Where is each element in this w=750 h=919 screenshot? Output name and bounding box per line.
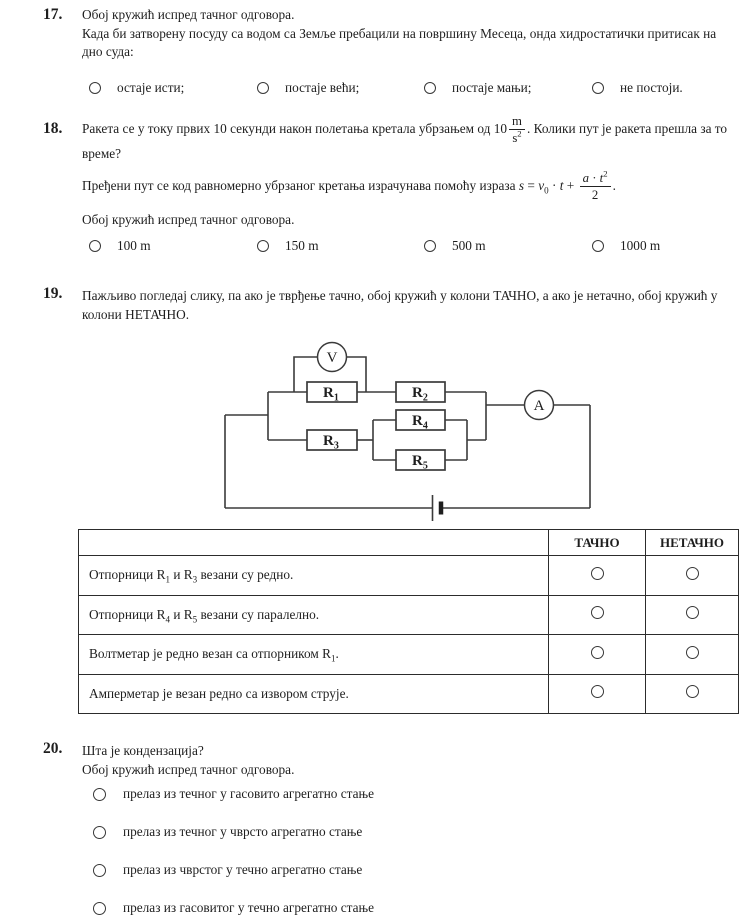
q18-option-4-label: 1000 m [620, 238, 661, 253]
battery-symbol [433, 495, 442, 521]
q17-instruction: Обој кружић испред тачног одговора. [82, 7, 295, 22]
q20-option-4-label: прелаз из гасовитог у течно агрегатно стање [123, 900, 375, 915]
q17-body: Када би затворену посуду са водом са Земље пребацили на површину Месеца, онда хидростатички притисак на дно суда: [82, 25, 717, 59]
q19-row4-netacno-radio[interactable] [686, 685, 699, 698]
q20-option-3-radio[interactable] [93, 864, 106, 877]
svg-text:R4: $R_4$ [412, 413, 428, 432]
q17-text-block [82, 6, 730, 62]
q19-number: 19. [43, 285, 63, 302]
q20-question: Шта је кондензација? [82, 743, 204, 758]
q18-option-3 [424, 238, 486, 254]
q20-option-2 [93, 824, 362, 840]
q18-option-4-radio[interactable] [592, 240, 604, 252]
q20-options [93, 786, 733, 916]
q18-option-3-radio[interactable] [424, 240, 436, 252]
q19-table [78, 529, 739, 714]
q17-option-1-label: остаје исти; [117, 80, 185, 95]
q18-intro: Ракета се у току првих 10 секунди након полетања кретала убрзањем од 10 $\frac{m}{s^2}$ . Колики пут је ракета прешла за то време? [82, 114, 728, 162]
q20-option-2-radio[interactable] [93, 826, 106, 839]
resistor-r3 [307, 430, 357, 452]
q17-options [89, 80, 750, 96]
q19-table-header-netacno: НЕТАЧНО [646, 530, 739, 556]
q20-option-4-radio[interactable] [93, 902, 106, 915]
svg-text:A: A [533, 398, 545, 414]
svg-text:R2: $R_2$ [412, 385, 428, 404]
q20-text-block [82, 742, 737, 779]
q17-option-3 [424, 80, 531, 96]
q20-number: 20. [43, 740, 63, 757]
q19-row3-netacno-radio[interactable] [686, 646, 699, 659]
q17-option-4 [592, 80, 683, 96]
q19-row2-netacno-radio[interactable] [686, 606, 699, 619]
q19-row3-tacno-radio[interactable] [591, 646, 604, 659]
q19-table-header-row [79, 530, 739, 556]
resistor-r4 [396, 410, 445, 432]
q18-option-2 [257, 238, 319, 254]
q17-number: 17. [43, 6, 63, 23]
q18-number: 18. [43, 120, 63, 137]
q20-option-1 [93, 786, 374, 802]
q18-option-2-radio[interactable] [257, 240, 269, 252]
q17-option-2-label: постаје већи; [285, 80, 360, 95]
svg-text:R1: $R_1$ [323, 385, 339, 404]
svg-text:R5: $R_5$ [412, 453, 428, 472]
q18-formula: Пређени пут се код равномерно убрзаног кретања израчунава помоћу израза $s = v_0 \cdot t$ + $\frac{a \cdot t^2}{2}$ . [82, 168, 616, 202]
q17-option-1-radio[interactable] [89, 82, 101, 94]
q18-options [89, 238, 750, 254]
resistor-r2 [396, 382, 445, 404]
q20-option-2-label: прелаз из течног у чврсто агрегатно стање [123, 824, 363, 839]
svg-text:R3: $R_3$ [323, 433, 339, 452]
q19-row2-label: Отпорници $R_4$ и $R_5$ везани су паралелно. [79, 595, 549, 635]
q19-table-row-1 [79, 556, 739, 596]
q18-instruction: Обој кружић испред тачног одговора. [82, 212, 295, 228]
q17-option-2-radio[interactable] [257, 82, 269, 94]
q17-option-4-label: не постоји. [620, 80, 683, 95]
q19-row1-label: Отпорници $R_1$ и $R_3$ везани су редно. [79, 556, 549, 596]
q18-option-2-label: 150 m [285, 238, 319, 253]
q20-option-3 [93, 862, 362, 878]
q20-option-3-label: прелаз из чврстог у течно агрегатно стање [123, 862, 363, 877]
q18-option-1-label: 100 m [117, 238, 151, 253]
q17-option-1 [89, 80, 184, 96]
circuit-wires [225, 357, 590, 508]
q17-option-4-radio[interactable] [592, 82, 604, 94]
q18-option-3-label: 500 m [452, 238, 486, 253]
q18-option-1 [89, 238, 151, 254]
q19-table-row-4 [79, 674, 739, 714]
q19-text-block [82, 287, 737, 324]
q19-table-header-tacno: ТАЧНО [549, 530, 646, 556]
q19-row3-label: Волтметар је редно везан са отпорником $R_1$. [79, 635, 549, 675]
q17-option-3-radio[interactable] [424, 82, 436, 94]
q20-instruction: Обој кружић испред тачног одговора. [82, 761, 295, 777]
ammeter-symbol [525, 391, 554, 420]
q19-row4-tacno-radio[interactable] [591, 685, 604, 698]
q18-text-block [82, 114, 737, 230]
q19-table-row-2 [79, 595, 739, 635]
q17-option-3-label: постаје мањи; [452, 80, 532, 95]
q20-option-4 [93, 900, 374, 916]
q19-body: Пажљиво погледај слику, па ако је тврђење тачно, обој кружић у колони ТАЧНО, а ако је нетачно, обој кружић у колони НЕТАЧНО. [82, 288, 718, 322]
q19-row4-label: Амперметар је везан редно са извором струје. [79, 674, 549, 714]
q17-option-2 [257, 80, 359, 96]
q19-row1-tacno-radio[interactable] [591, 567, 604, 580]
q20-option-1-label: прелаз из течног у гасовито агрегатно стање [123, 786, 375, 801]
q19-row2-tacno-radio[interactable] [591, 606, 604, 619]
q20-option-1-radio[interactable] [93, 788, 106, 801]
resistor-r1 [307, 382, 357, 404]
svg-text:V: V [326, 350, 338, 366]
q19-table-row-3 [79, 635, 739, 675]
q18-option-4 [592, 238, 660, 254]
circuit-diagram [215, 338, 600, 528]
resistor-r5 [396, 450, 445, 472]
q18-option-1-radio[interactable] [89, 240, 101, 252]
voltmeter-symbol [318, 343, 347, 372]
q19-table-header-empty [79, 530, 549, 556]
q19-row1-netacno-radio[interactable] [686, 567, 699, 580]
